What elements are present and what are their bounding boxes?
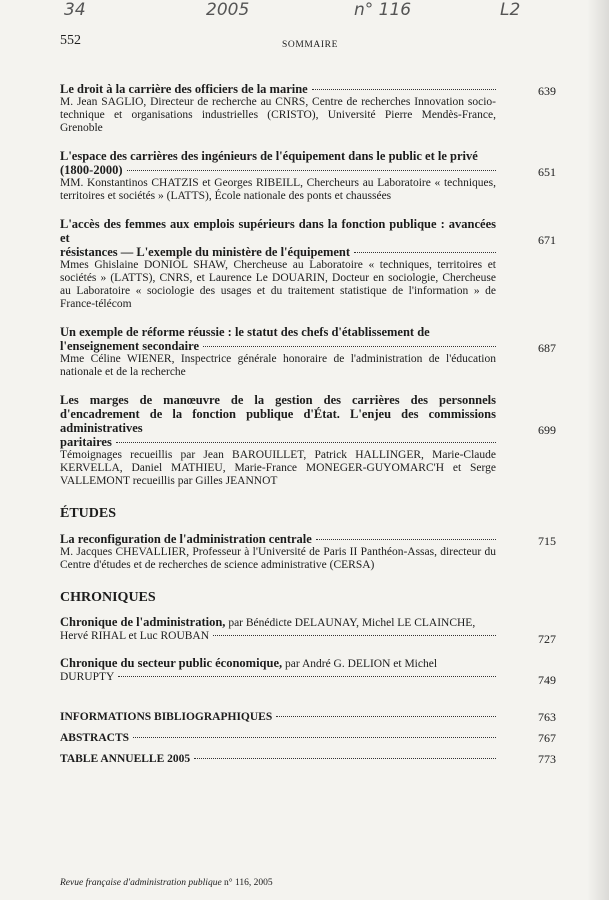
entry-authors: Hervé RIHAL et Luc ROUBAN: [60, 630, 496, 643]
handwritten-mark: L2: [500, 0, 521, 20]
entry-title: Un exemple de réforme réussie : le statut des chefs d'établissement de l'enseignement secondaire: [60, 325, 496, 353]
entry-title: ABSTRACTS: [60, 731, 496, 745]
entry-title: L'espace des carrières des ingénieurs de l'équipement dans le public et le privé (1800-2000): [60, 149, 496, 177]
entry-page: 699: [538, 423, 556, 437]
handwritten-mark: 34: [64, 0, 86, 20]
entry-page: 671: [538, 233, 556, 247]
entry-title: TABLE ANNUELLE 2005: [60, 752, 496, 766]
entry-authors: M. Jean SAGLIO, Directeur de recherche au CNRS, Centre de recherches Innovation socio-technique et organisations industrielles (CRISTO), Université Pierre Mendès-France, Grenoble: [60, 96, 496, 134]
journal-name: Revue française d'administration publique: [60, 878, 222, 888]
entry-page: 639: [538, 84, 556, 98]
entry-page: 773: [538, 752, 556, 766]
entry-page: 763: [538, 710, 556, 724]
entry-authors: Mme Céline WIENER, Inspectrice générale honoraire de l'administration de l'éducation nationale et de la recherche: [60, 353, 496, 378]
entry-page: 715: [538, 534, 556, 548]
handwritten-mark: n° 116: [354, 0, 412, 20]
entry-title: Le droit à la carrière des officiers de la marine: [60, 82, 496, 96]
entry-title: La reconfiguration de l'administration centrale: [60, 532, 496, 546]
entry-title: Les marges de manœuvre de la gestion des carrières des personnels d'encadrement de la fonction publique d'État. L'enjeu des commissions administratives paritaires: [60, 393, 496, 449]
section-heading-etudes: ÉTUDES: [60, 506, 117, 521]
running-head: SOMMAIRE: [281, 40, 338, 50]
entry-page: 651: [538, 165, 556, 179]
toc-entry[interactable]: [60, 82, 556, 135]
entry-authors: DURUPTY: [60, 671, 496, 684]
entry-page: 767: [538, 731, 556, 745]
toc-entry[interactable]: [60, 710, 556, 724]
toc-entry[interactable]: [60, 752, 556, 766]
toc-entry[interactable]: [60, 149, 556, 203]
handwritten-mark: 2005: [206, 0, 250, 20]
toc-entry[interactable]: [60, 731, 556, 745]
entry-page: 687: [538, 341, 556, 355]
entry-page: 749: [538, 673, 556, 687]
page-number: 552: [60, 33, 81, 48]
entry-page: 727: [538, 632, 556, 646]
entry-authors: Témoignages recueillis par Jean BAROUILLET, Patrick HALLINGER, Marie-Claude KERVELLA, Daniel MATHIEU, Marie-France MONEGER-GUYOMARC'H et Serge VALLEMONT recueillis par Gilles JEANNOT: [60, 449, 496, 487]
page-edge-shadow: [587, 0, 609, 900]
entry-authors: M. Jacques CHEVALLIER, Professeur à l'Université de Paris II Panthéon-Assas, directeur du Centre d'études et de recherches de science administrative (CERSA): [60, 546, 496, 571]
entry-title-line: Chronique de l'administration, par Bénédicte DELAUNAY, Michel LE CLAINCHE,: [60, 615, 476, 629]
table-of-contents: [60, 82, 556, 773]
entry-authors: MM. Konstantinos CHATZIS et Georges RIBEILL, Chercheurs au Laboratoire « techniques, territoires et sociétés » (LATTS), École nationale des ponts et chaussées: [60, 177, 496, 202]
toc-entry[interactable]: [60, 532, 556, 572]
toc-entry[interactable]: [60, 656, 556, 687]
entry-authors: Mmes Ghislaine DONIOL SHAW, Chercheuse au Laboratoire « techniques, territoires et sociétés » (LATTS), CNRS, et Laurence Le DOUARIN, Docteur en sociologie, Chercheuse au Laboratoire « sociologie des usages et du traitement statistique de l'information » de France-télécom: [60, 259, 496, 310]
entry-title: INFORMATIONS BIBLIOGRAPHIQUES: [60, 710, 496, 724]
entry-title-line: Chronique du secteur public économique, par André G. DELION et Michel: [60, 656, 438, 670]
entry-title: L'accès des femmes aux emplois supérieurs dans la fonction publique : avancées et résistances — L'exemple du ministère de l'équipement: [60, 217, 496, 259]
footer: [60, 878, 273, 888]
toc-entry[interactable]: [60, 615, 556, 646]
toc-entry[interactable]: [60, 325, 556, 379]
toc-entry[interactable]: [60, 217, 556, 311]
toc-entry[interactable]: [60, 393, 556, 488]
issue-number: n° 116, 2005: [221, 878, 273, 888]
section-heading-chroniques: CHRONIQUES: [60, 590, 156, 605]
